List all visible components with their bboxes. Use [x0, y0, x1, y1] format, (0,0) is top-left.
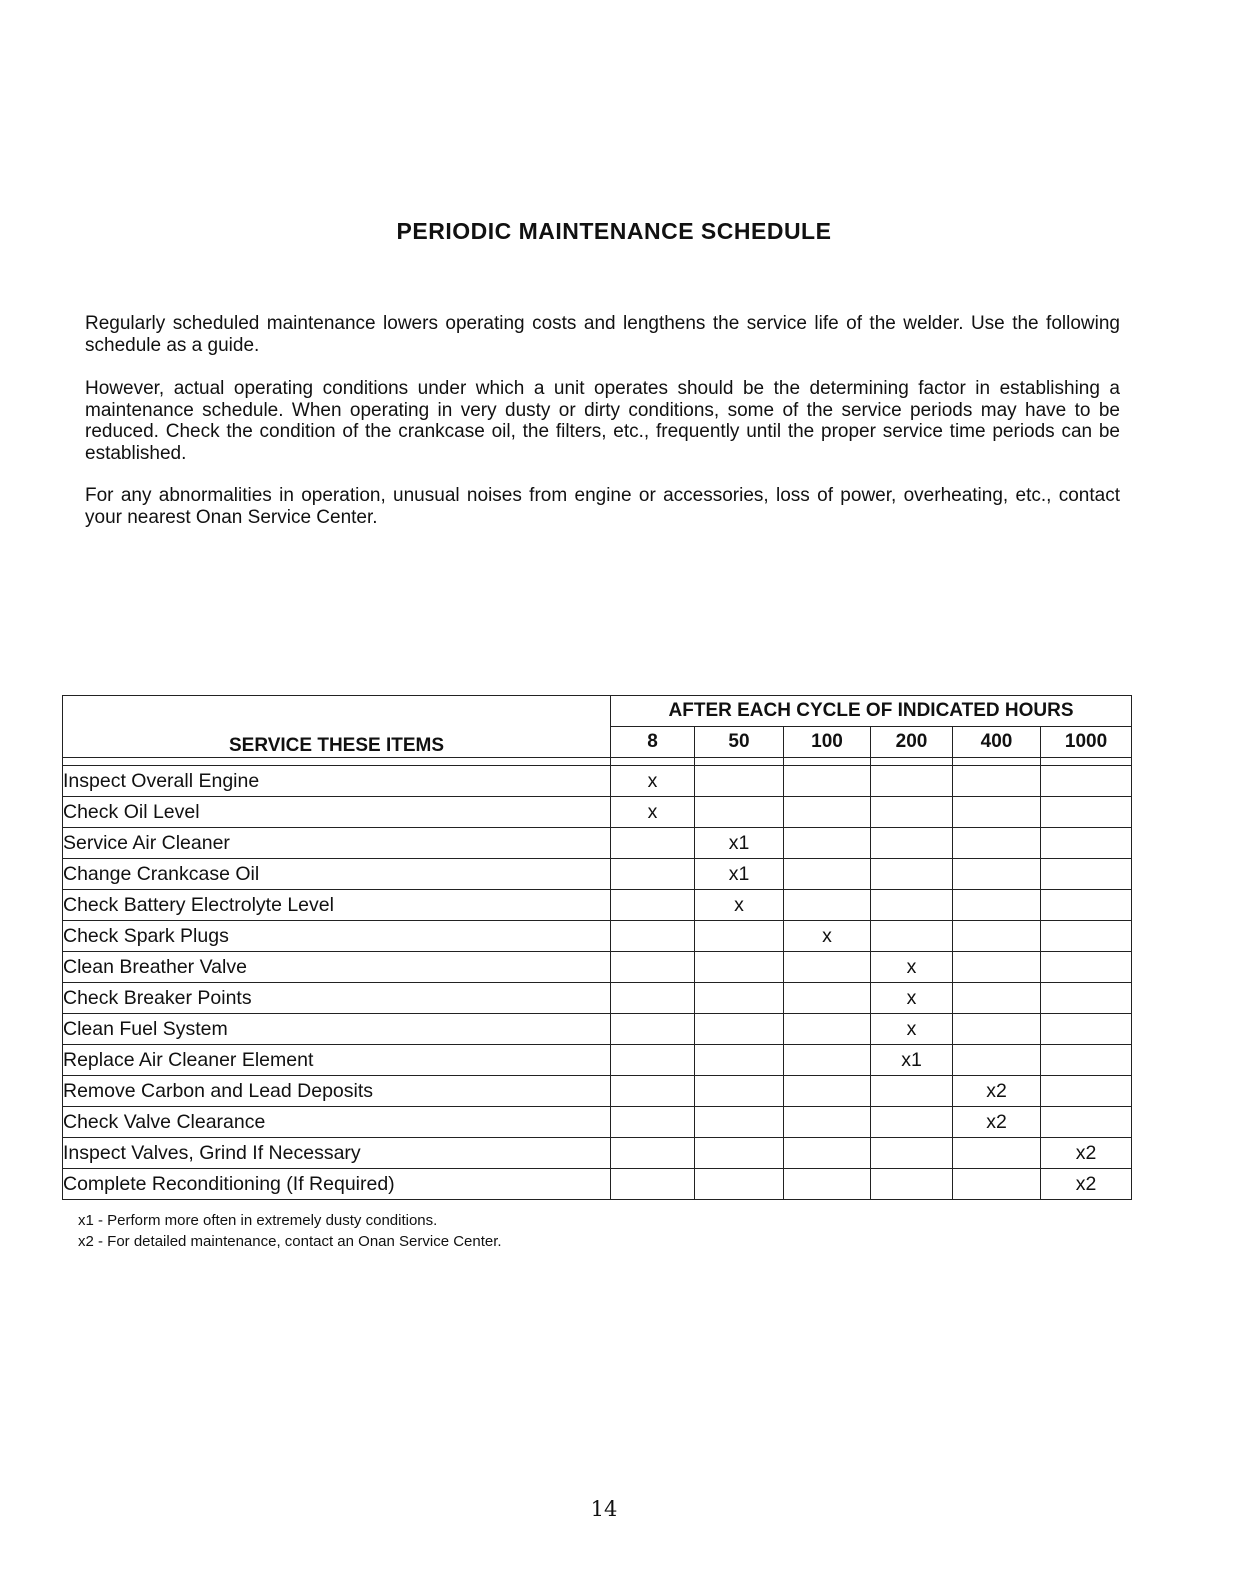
service-center-paragraph: For any abnormalities in operation, unusual noises from engine or accessories, loss of power, overheating, etc., contact your nearest Onan Service Center. [85, 485, 1120, 528]
interval-mark [871, 797, 953, 828]
service-item: Check Oil Level [63, 797, 611, 828]
interval-mark [695, 952, 784, 983]
interval-mark: x1 [695, 828, 784, 859]
interval-mark [953, 921, 1041, 952]
interval-mark: x [871, 983, 953, 1014]
interval-mark [953, 983, 1041, 1014]
interval-mark [784, 766, 871, 797]
table-row [63, 890, 1132, 921]
interval-mark [784, 1014, 871, 1045]
interval-mark: x1 [871, 1045, 953, 1076]
interval-mark: x [784, 921, 871, 952]
table-row [63, 1045, 1132, 1076]
interval-mark [611, 1014, 695, 1045]
interval-mark [784, 952, 871, 983]
interval-mark [695, 1045, 784, 1076]
interval-mark [871, 1107, 953, 1138]
interval-mark [695, 1107, 784, 1138]
interval-mark: x [695, 890, 784, 921]
interval-mark [784, 1169, 871, 1200]
interval-mark [1041, 828, 1132, 859]
interval-mark [953, 952, 1041, 983]
interval-mark: x [611, 766, 695, 797]
hours-header-1000: 1000 [1041, 727, 1132, 758]
interval-mark [611, 1138, 695, 1169]
table-row [63, 983, 1132, 1014]
interval-mark [611, 921, 695, 952]
interval-mark [871, 1076, 953, 1107]
service-item: Check Valve Clearance [63, 1107, 611, 1138]
table-row [63, 1107, 1132, 1138]
footnote-x2: x2 - For detailed maintenance, contact an Onan Service Center. [78, 1233, 502, 1250]
header-row-cycle [63, 696, 1132, 727]
table-row [63, 952, 1132, 983]
interval-mark [953, 859, 1041, 890]
interval-mark: x [871, 952, 953, 983]
hours-header-8: 8 [611, 727, 695, 758]
interval-mark [953, 1045, 1041, 1076]
interval-mark [695, 1138, 784, 1169]
service-item: Replace Air Cleaner Element [63, 1045, 611, 1076]
interval-mark [871, 1169, 953, 1200]
interval-mark [695, 921, 784, 952]
page-title: PERIODIC MAINTENANCE SCHEDULE [396, 218, 832, 244]
interval-mark [1041, 1014, 1132, 1045]
service-item: Service Air Cleaner [63, 828, 611, 859]
table-row [63, 828, 1132, 859]
interval-mark: x2 [953, 1107, 1041, 1138]
table-row [63, 921, 1132, 952]
interval-mark [695, 797, 784, 828]
interval-mark [611, 1045, 695, 1076]
interval-mark [695, 1014, 784, 1045]
interval-mark [611, 983, 695, 1014]
hours-header-50: 50 [695, 727, 784, 758]
service-item: Inspect Valves, Grind If Necessary [63, 1138, 611, 1169]
interval-mark [1041, 1076, 1132, 1107]
hours-header-100: 100 [784, 727, 871, 758]
interval-mark [695, 983, 784, 1014]
interval-mark: x2 [1041, 1169, 1132, 1200]
interval-mark [784, 797, 871, 828]
interval-mark [784, 1138, 871, 1169]
service-item: Clean Breather Valve [63, 952, 611, 983]
interval-mark [871, 828, 953, 859]
table-row [63, 1076, 1132, 1107]
page-number: 14 [590, 1497, 618, 1521]
cycle-hours-header: AFTER EACH CYCLE OF INDICATED HOURS [611, 696, 1132, 727]
table-row [63, 1014, 1132, 1045]
interval-mark [784, 1107, 871, 1138]
service-item: Change Crankcase Oil [63, 859, 611, 890]
interval-mark [1041, 797, 1132, 828]
table-row [63, 797, 1132, 828]
service-item: Complete Reconditioning (If Required) [63, 1169, 611, 1200]
service-items-header: SERVICE THESE ITEMS [63, 696, 611, 758]
interval-mark [871, 921, 953, 952]
service-item: Check Spark Plugs [63, 921, 611, 952]
service-item: Clean Fuel System [63, 1014, 611, 1045]
interval-mark [953, 1014, 1041, 1045]
interval-mark [953, 890, 1041, 921]
interval-mark [611, 1169, 695, 1200]
interval-mark [871, 859, 953, 890]
interval-mark [871, 1138, 953, 1169]
service-item: Remove Carbon and Lead Deposits [63, 1076, 611, 1107]
table-row [63, 1169, 1132, 1200]
table-row [63, 859, 1132, 890]
interval-mark [784, 1045, 871, 1076]
interval-mark [1041, 921, 1132, 952]
interval-mark [953, 828, 1041, 859]
interval-mark [1041, 766, 1132, 797]
interval-mark [871, 766, 953, 797]
service-item: Check Battery Electrolyte Level [63, 890, 611, 921]
interval-mark [1041, 1045, 1132, 1076]
interval-mark [1041, 952, 1132, 983]
interval-mark: x [871, 1014, 953, 1045]
interval-mark [611, 952, 695, 983]
interval-mark [611, 1076, 695, 1107]
interval-mark [784, 828, 871, 859]
interval-mark [1041, 859, 1132, 890]
header-spacer-row [63, 758, 1132, 766]
table-row [63, 1138, 1132, 1169]
interval-mark [953, 1138, 1041, 1169]
interval-mark [871, 890, 953, 921]
interval-mark [1041, 890, 1132, 921]
interval-mark: x [611, 797, 695, 828]
hours-header-400: 400 [953, 727, 1041, 758]
intro-paragraph: Regularly scheduled maintenance lowers operating costs and lengthens the service life of the welder. Use the following schedule as a guide. [85, 313, 1120, 356]
interval-mark [1041, 1107, 1132, 1138]
interval-mark [695, 1076, 784, 1107]
interval-mark [953, 1169, 1041, 1200]
interval-mark [611, 828, 695, 859]
interval-mark [695, 766, 784, 797]
hours-header-200: 200 [871, 727, 953, 758]
interval-mark: x1 [695, 859, 784, 890]
interval-mark [953, 797, 1041, 828]
interval-mark [953, 766, 1041, 797]
interval-mark [695, 1169, 784, 1200]
interval-mark: x2 [1041, 1138, 1132, 1169]
interval-mark [784, 890, 871, 921]
interval-mark [784, 859, 871, 890]
interval-mark [1041, 983, 1132, 1014]
interval-mark [611, 890, 695, 921]
interval-mark [611, 859, 695, 890]
interval-mark: x2 [953, 1076, 1041, 1107]
maintenance-schedule-table [62, 695, 1132, 1200]
table-row [63, 766, 1132, 797]
footnotes [78, 1210, 502, 1252]
interval-mark [784, 983, 871, 1014]
service-item: Inspect Overall Engine [63, 766, 611, 797]
operating-conditions-paragraph: However, actual operating conditions under which a unit operates should be the determining factor in establishing a maintenance schedule. When operating in very dusty or dirty conditions, some of the service periods may have to be reduced. Check the condition of the crankcase oil, the filters, etc., frequently until the proper service time periods can be established. [85, 378, 1120, 464]
interval-mark [611, 1107, 695, 1138]
service-item: Check Breaker Points [63, 983, 611, 1014]
footnote-x1: x1 - Perform more often in extremely dusty conditions. [78, 1212, 438, 1229]
interval-mark [784, 1076, 871, 1107]
